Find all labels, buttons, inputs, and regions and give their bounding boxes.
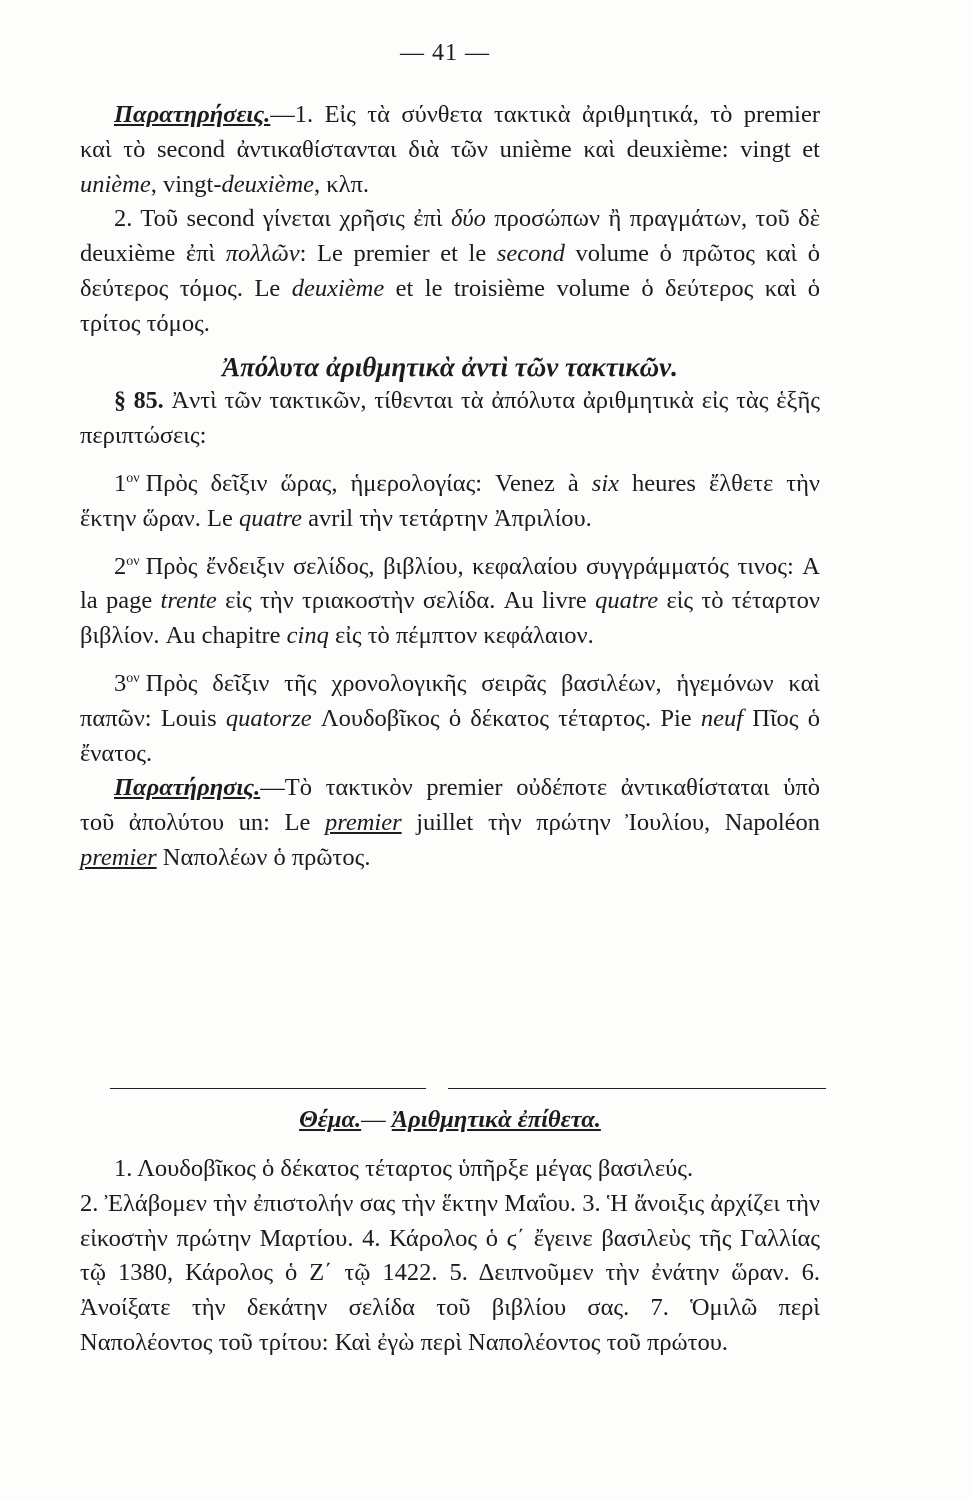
observation-2: 2. Τοῦ second γίνεται χρῆσις ἐπὶ δύο προσώπων ἢ πραγμάτων, τοῦ δὲ deuxième ἐπὶ πολλῶν: Le premier et le second volume ὁ πρῶτος καὶ ὁ δεύτερος τόμος. Le deuxième et le troisième volume ὁ δεύτερος καὶ ὁ τρίτος τόμος. — [80, 205, 821, 337]
section-symbol: § 85. — [114, 388, 164, 415]
exercise-text — [80, 1152, 820, 1361]
observation-label: Παρατήρησις. — [114, 774, 261, 802]
observation-label: Παρατηρήσεις. — [114, 101, 271, 128]
spacer — [80, 454, 820, 462]
section-heading: Ἀπόλυτα ἀριθμητικὰ ἀντὶ τῶν τακτικῶν. — [222, 351, 678, 382]
observation-1: Παρατηρήσεις.—1. Εἰς τὰ σύνθετα τακτικὰ ἀριθμητικά, τὸ premier καὶ τὸ second ἀντικαθίστανται διὰ τῶν unième καὶ deuxième: vingt et unième, vingt-deuxième, κλπ. — [80, 101, 820, 198]
observation-3: Παρατήρησις.—Τὸ τακτικὸν premier οὐδέποτε ἀντικαθίσταται ὑπὸ τοῦ ἀπολύτου un: Le premier juillet τὴν πρώτην Ἰουλίου, Napoléon premier Ναπολέων ὁ πρῶτος. — [80, 774, 821, 871]
divider-rule-right — [448, 1088, 826, 1089]
page-number: — 41 — — [400, 40, 490, 66]
spacer — [80, 537, 820, 545]
divider-rule-left — [110, 1088, 426, 1089]
rule-item-1: $1^{o\nu}$ Πρὸς δεῖξιν ὥρας, ἡμερολογίας: Venez à six heures ἔλθετε τὴν ἕκτην ὥραν. Le quatre avril τὴν τετάρτην Ἀπριλίου. — [80, 469, 820, 532]
exercise-heading: Θέμα.— Ἀριθμητικὰ ἐπίθετα. — [299, 1106, 601, 1133]
spacer — [80, 654, 820, 662]
section-85: § 85. Ἀντὶ τῶν τακτικῶν, τίθενται τὰ ἀπόλυτα ἀριθμητικὰ εἰς τὰς ἑξῆς περιπτώσεις: — [80, 387, 820, 450]
spacer — [80, 342, 820, 350]
exercise-sentence-1: 1. Λουδοβῖκος ὁ δέκατος τέταρτος ὑπῆρξε μέγας βασιλεύς. — [114, 1155, 694, 1182]
exercise-label: Θέμα. — [299, 1106, 362, 1133]
rule-item-3: $3^{o\nu}$ Πρὸς δεῖξιν τῆς χρονολογικῆς σειρᾶς βασιλέων, ἡγεμόνων καὶ παπῶν: Louis quatorze Λουδοβῖκος ὁ δέκατος τέταρτος. Pie neuf Πῖος ὁ ἔνατος. — [80, 669, 820, 767]
exercise-title: Ἀριθμητικὰ ἐπίθετα. — [391, 1106, 601, 1133]
main-text — [80, 98, 820, 876]
rule-item-2: $2^{o\nu}$ Πρὸς ἔνδειξιν σελίδος, βιβλίου, κεφαλαίου συγγράμματός τινος: A la page trente εἰς τὴν τριακοστὴν σελίδα. Au livre quatre εἰς τὸ τέταρτον βιβλίον. Au chapitre cinq εἰς τὸ πέμπτον κεφάλαιον. — [80, 552, 820, 650]
exercise-sentences: 2. Ἐλάβομεν τὴν ἐπιστολήν σας τὴν ἕκτην Μαΐου. 3. Ἡ ἄνοιξις ἀρχίζει τὴν εἰκοστὴν πρώτην Μαρτίου. 4. Κάρολος ὁ ϛ΄ ἔγεινε βασιλεὺς τῆς Γαλλίας τῷ 1380, Κάρολος ὁ Ζ΄ τῷ 1422. 5. Δειπνοῦμεν τὴν ἐνάτην ὥραν. 6. Ἀνοίξατε τὴν δεκάτην σελίδα τοῦ βιβλίου σας. 7. Ὁμιλῶ περὶ Ναπολέοντος τοῦ τρίτου: Καὶ ἐγὼ περὶ Ναπολέοντος τοῦ πρώτου. — [80, 1189, 820, 1356]
